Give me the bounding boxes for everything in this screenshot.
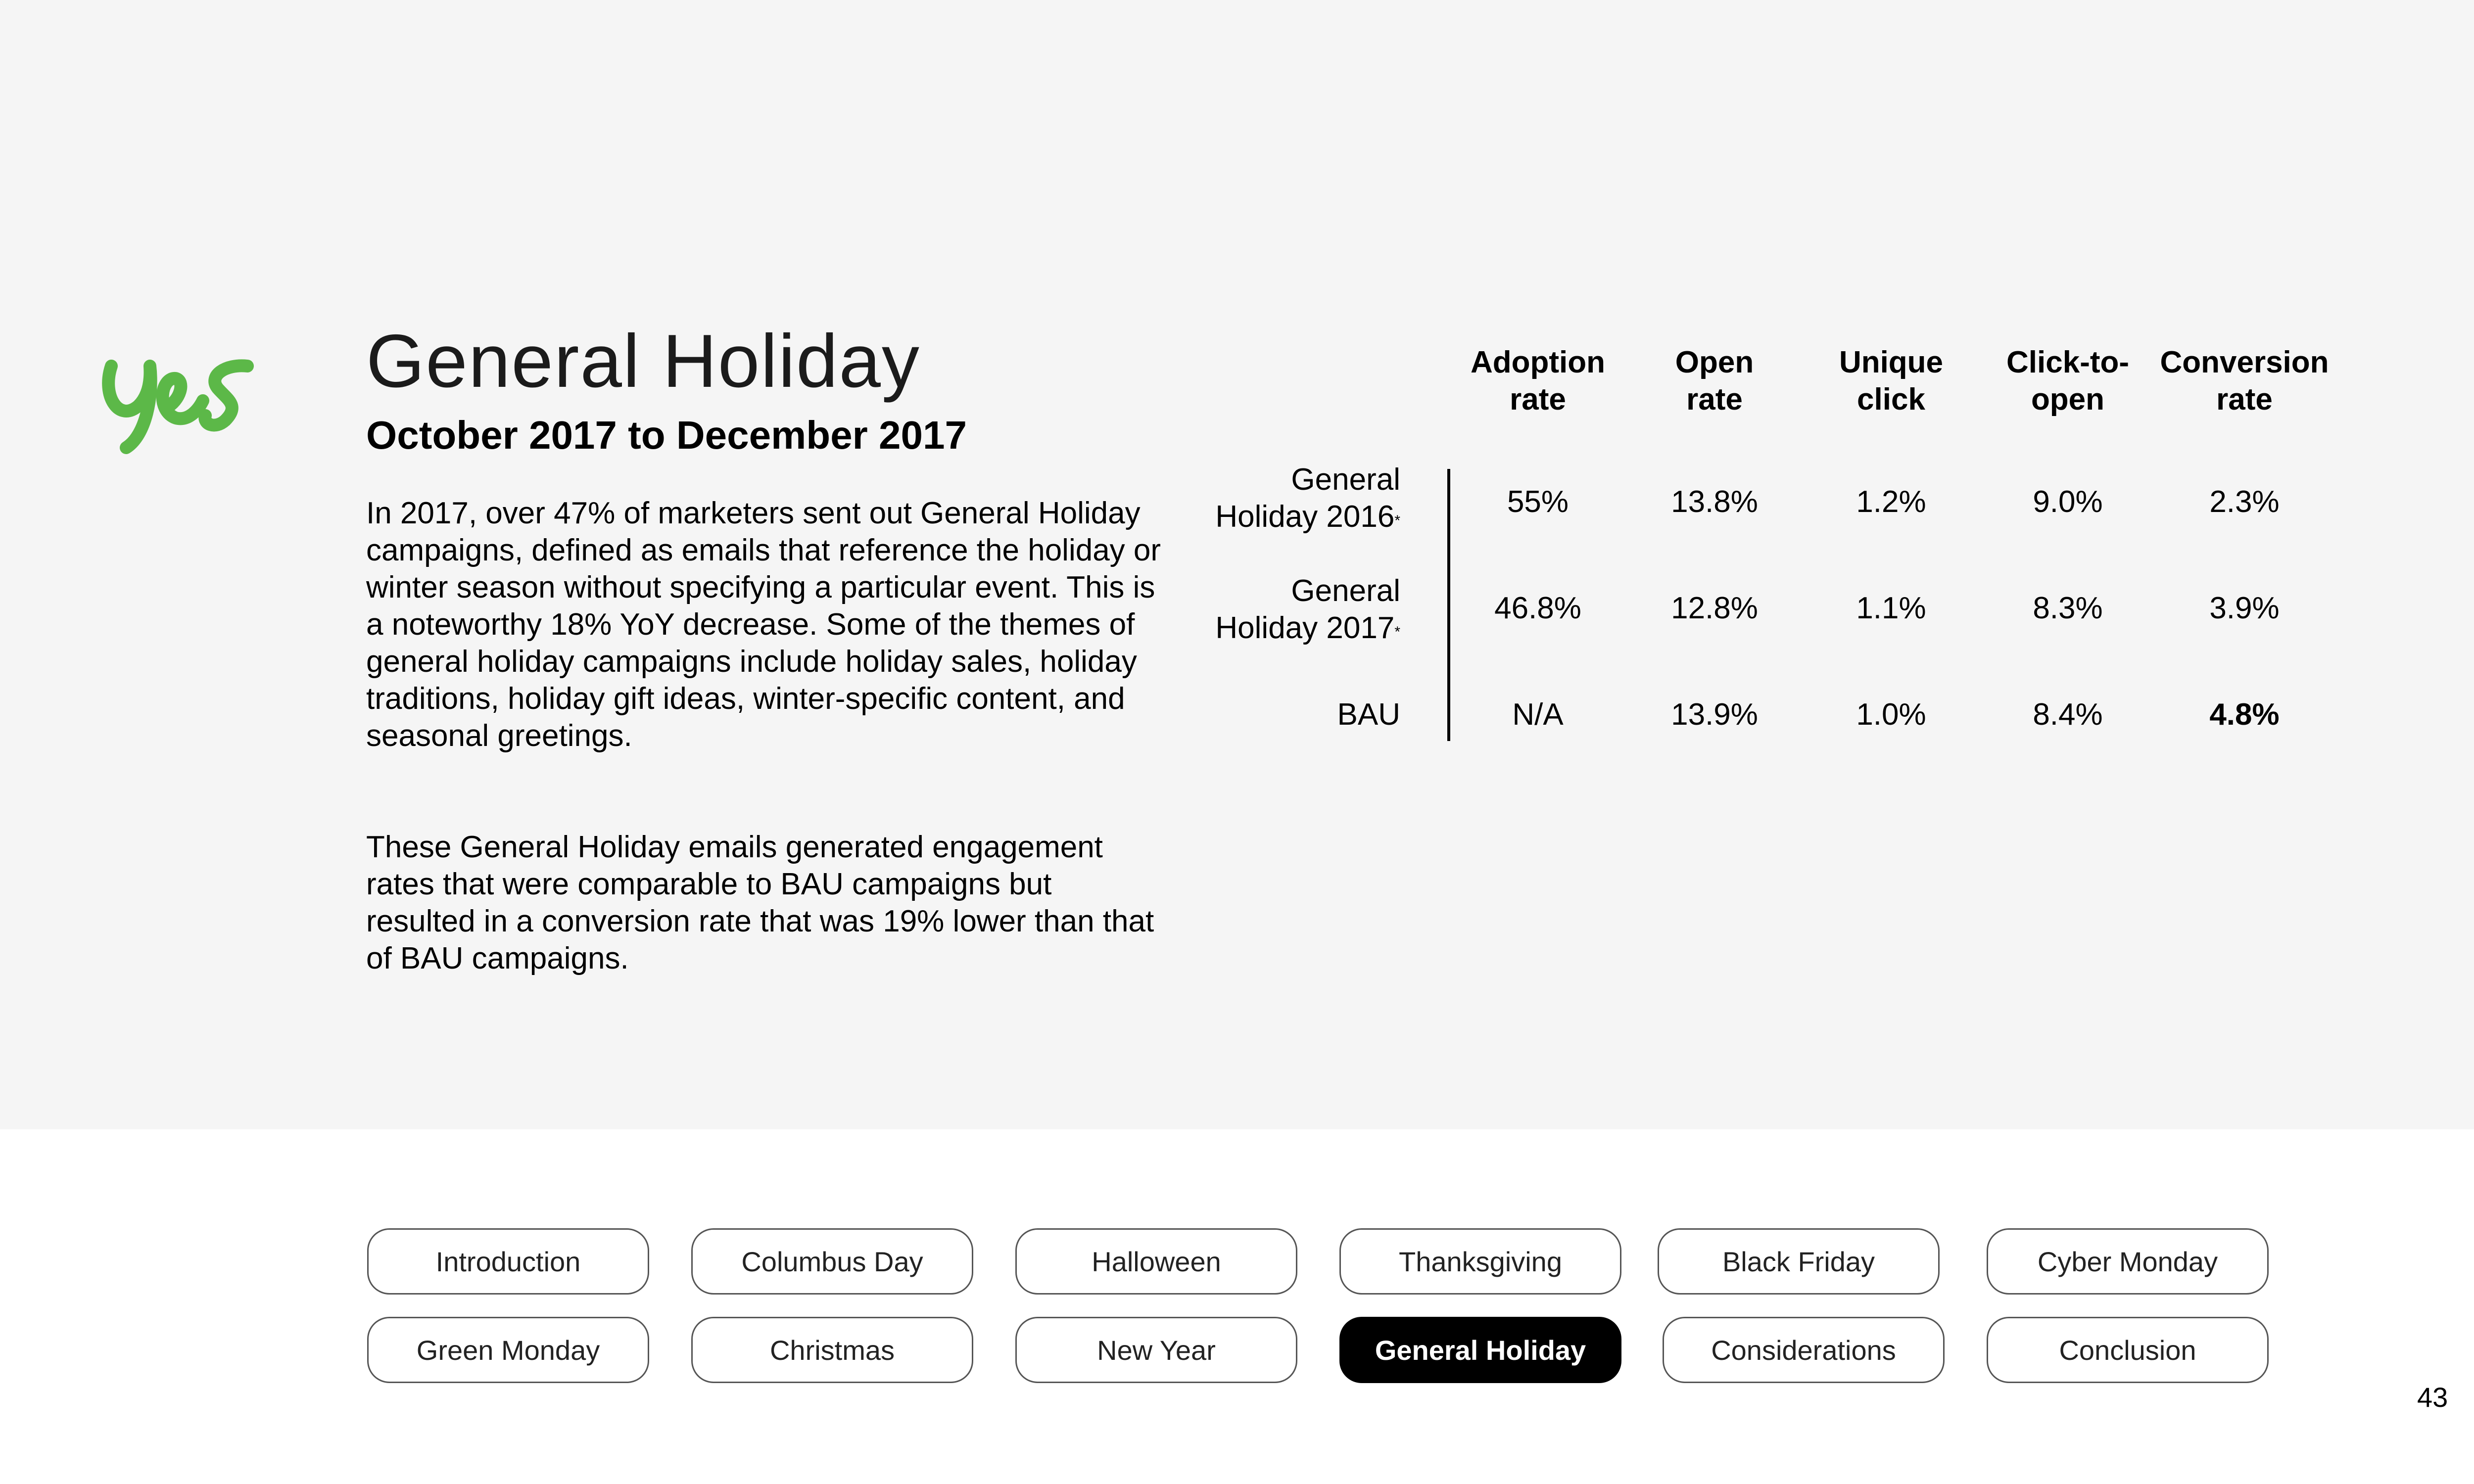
table-cell: 3.9% (2209, 591, 2280, 625)
nav-button-considerations[interactable]: Considerations (1663, 1317, 1945, 1383)
table-cell: 2.3% (2209, 485, 2280, 519)
table-cell: 46.8% (1494, 591, 1581, 625)
nav-button-black-friday[interactable]: Black Friday (1658, 1228, 1940, 1295)
intro-paragraph: In 2017, over 47% of marketers sent out General Holiday campaigns, defined as emails that reference the holiday or winter season without specifying a particular event. This is a noteworthy 18% YoY decrease. Some of the themes of general holiday campaigns include holiday sales, holiday traditions, holiday gift ideas, winter-specific content, and seasonal greetings. (366, 496, 1161, 753)
nav-button-introduction[interactable]: Introduction (367, 1228, 649, 1295)
nav-button-general-holiday[interactable]: General Holiday (1339, 1317, 1621, 1383)
table-cell: 13.8% (1671, 485, 1758, 519)
table-cell: 55% (1507, 485, 1569, 519)
row-label-bau: BAU (1337, 697, 1400, 732)
nav-button-thanksgiving[interactable]: Thanksgiving (1339, 1228, 1621, 1295)
table-cell: N/A (1512, 697, 1564, 732)
table-cell: 1.1% (1856, 591, 1926, 625)
table-cell: 13.9% (1671, 697, 1758, 732)
table-cell: 1.2% (1856, 485, 1926, 519)
yes-logo-icon (92, 341, 257, 458)
nav-button-christmas[interactable]: Christmas (691, 1317, 973, 1383)
nav-button-green-monday[interactable]: Green Monday (367, 1317, 649, 1383)
header-adoption-rate: Adoption rate (1470, 345, 1605, 417)
header-conversion-rate: Conversion rate (2160, 345, 2329, 417)
nav-button-conclusion[interactable]: Conclusion (1987, 1317, 2269, 1383)
table-cell: 8.3% (2033, 591, 2103, 625)
page-number: 43 (2417, 1382, 2448, 1413)
nav-button-cyber-monday[interactable]: Cyber Monday (1987, 1228, 2269, 1295)
table-cell: 9.0% (2033, 485, 2103, 519)
summary-paragraph: These General Holiday emails generated engagement rates that were comparable to BAU campaigns but resulted in a conversion rate that was 19% lower than that of BAU campaigns. (366, 830, 1154, 975)
table-cell-highlight: 4.8% (2209, 697, 2280, 732)
row-label-holiday-2017: General Holiday 2017* (1215, 574, 1400, 645)
date-range-subtitle: October 2017 to December 2017 (366, 413, 967, 457)
table-cell: 12.8% (1671, 591, 1758, 625)
header-open-rate: Open rate (1675, 345, 1754, 417)
nav-button-halloween[interactable]: Halloween (1015, 1228, 1297, 1295)
page-title: General Holiday (366, 319, 920, 403)
nav-button-new-year[interactable]: New Year (1015, 1317, 1297, 1383)
row-label-holiday-2016: General Holiday 2016* (1215, 463, 1400, 534)
table-cell: 8.4% (2033, 697, 2103, 732)
header-unique-click: Unique click (1839, 345, 1944, 417)
nav-button-columbus-day[interactable]: Columbus Day (691, 1228, 973, 1295)
header-click-to-open: Click-to- open (2006, 345, 2129, 417)
table-cell: 1.0% (1856, 697, 1926, 732)
